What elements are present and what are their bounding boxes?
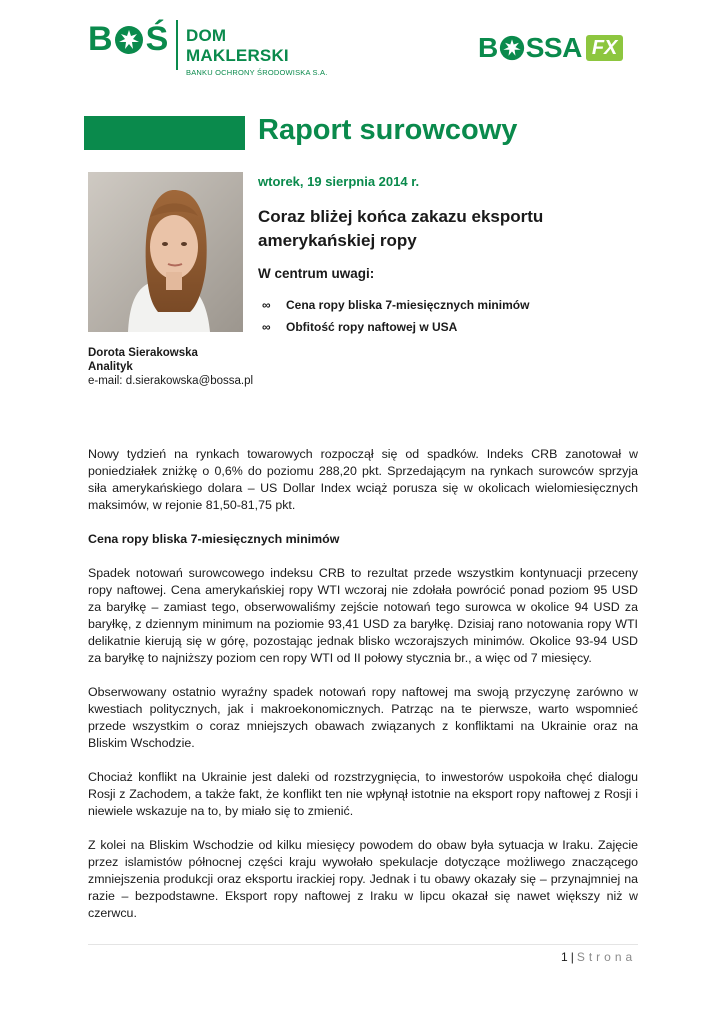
focus-item-text: Obfitość ropy naftowej w USA [286,320,458,334]
clover-icon [114,25,144,55]
report-title: Raport surowcowy [258,114,518,146]
list-item [262,316,529,338]
section-heading: Cena ropy bliska 7-miesięcznych minimów [88,532,340,546]
fx-badge: FX [586,35,624,61]
bos-letter-s: Ś [145,20,168,58]
bossa-letters-ssa: SSA [525,32,582,63]
report-body [88,446,638,939]
analyst-photo [88,172,243,332]
body-paragraph: Spadek notowań surowcowego indeksu CRB to rezultat przede wszystkim kontynuacji przeceny ropy naftowej. Cena amerykańskiej ropy WTI wczoraj nie zdołała powrócić ponad poziom 95 USD za baryłkę – zamiast tego, obserwowaliśmy zejście notowań tego surowca w okolice 94 USD za baryłkę, z dziennym minimum na poziomie 93,41 USD za baryłkę. Dzisiaj rano notowania ropy WTI delikatnie kierują się w górę, pozostając jednak blisko wczorajszych minimów. Okolice 93-94 USD za baryłkę to najniższy poziom cen ropy WTI od II połowy stycznia br., a więc od 7 miesięcy. [88,566,638,665]
bos-letter-b: B [88,20,112,58]
page-number: 1 [561,950,568,964]
list-item [262,294,529,316]
author-role: Analityk [88,361,133,373]
page-label: Strona [576,950,637,964]
focus-list [262,294,529,338]
bossa-fx-logo [478,30,638,66]
body-paragraph: Z kolei na Bliskim Wschodzie od kilku miesięcy powodem do obaw była sytuacja w Iraku. Zajęcie przez islamistów północnej części kraju wywołało spekulacje dotyczące możliwego znaczącego zmniejszenia produkcji oraz eksportu irackiej ropy. Jednak i tu obawy okazały się – przynajmniej na razie – bezpodstawne. Eksport ropy naftowej z Iraku w lipcu okazał się nawet większy niż w czerwcu. [88,838,638,920]
bos-name-block [186,26,333,77]
report-date: wtorek, 19 sierpnia 2014 r. [258,174,420,189]
infinity-bullet-icon: ∞ [262,320,271,334]
logo-divider [176,20,178,70]
body-paragraph: Chociaż konflikt na Ukrainie jest daleki od rozstrzygnięcia, to inwestorów uspokoiła chęć dialogu Rosji z Zachodem, a także fakt, że konflikt ten nie wpłynął istotnie na eksport ropy naftowej z Rosji i niewiele wskazuje na to, by miało się to zmienić. [88,770,638,818]
bos-subtitle: BANKU OCHRONY ŚRODOWISKA S.A. [186,68,328,77]
body-paragraph: Obserwowany ostatnio wyraźny spadek notowań ropy naftowej ma swoją przyczynę zarówno w kwestiach politycznych, jak i makroekonomicznych. Patrząc na te pierwsze, warto wspomnieć przede wszystkim o coraz mniejszych obawach związanych z konfliktami na Ukrainie oraz na Bliskim Wschodzie. [88,685,638,750]
focus-item-text: Cena ropy bliska 7-miesięcznych minimów [286,298,530,312]
bos-logo [88,20,333,77]
page-footer [561,950,636,964]
author-name: Dorota Sierakowska [88,347,198,359]
clover-icon [499,35,525,61]
author-block [88,346,253,388]
infinity-bullet-icon: ∞ [262,298,271,312]
portrait-image [88,172,243,332]
bossa-letter-b: B [478,32,498,63]
bos-title: DOM MAKLERSKI [186,26,289,65]
focus-label: W centrum uwagi: [258,266,375,281]
title-accent-bar [84,116,245,150]
footer-divider [88,944,638,945]
report-headline: Coraz bliżej końca zakazu eksportu amerykańskiej ropy [258,207,544,250]
intro-paragraph: Nowy tydzień na rynkach towarowych rozpoczął się od spadków. Indeks CRB zanotował w poniedziałek zniżkę o 0,6% do poziomu 288,20 pkt. Sprzedającym na rynkach surowców sprzyja siła amerykańskiego dolara – US Dollar Index wciąż porusza się w okolicach wielomiesięcznych maksimów, w rejonie 81,50-81,75 pkt. [88,447,638,512]
author-email[interactable]: e-mail: d.sierakowska@bossa.pl [88,375,254,387]
bossa-wordmark [478,32,582,64]
footer-separator: | [570,950,574,964]
